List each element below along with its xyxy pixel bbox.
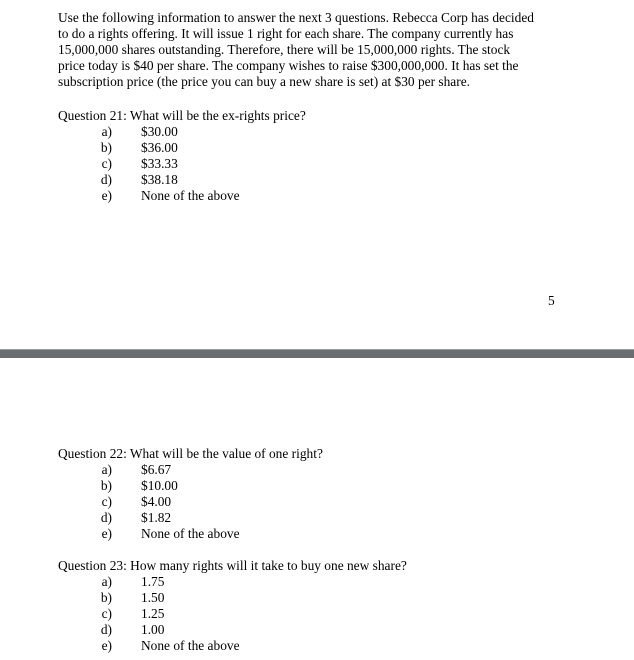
- answer-option: [58, 526, 323, 542]
- option-text: $6.67: [141, 462, 172, 477]
- option-text: $10.00: [141, 478, 178, 493]
- answer-option: [58, 478, 323, 494]
- option-text: $36.00: [141, 140, 178, 155]
- page-6: [0, 358, 634, 660]
- option-letter: b): [100, 478, 112, 493]
- question-23: [58, 558, 407, 654]
- answer-option: [58, 590, 407, 606]
- option-letter: e): [101, 638, 112, 653]
- option-letter: c): [101, 156, 112, 171]
- option-text: $38.18: [141, 172, 178, 187]
- option-letter: d): [100, 510, 112, 525]
- option-text: 1.00: [141, 622, 165, 637]
- option-letter: c): [101, 494, 112, 509]
- intro-line: to do a rights offering. It will issue 1 right for each share. The company currently has: [58, 26, 514, 41]
- question-title: Question 21: What will be the ex-rights price?: [58, 108, 306, 123]
- intro-paragraph: [58, 10, 578, 90]
- option-text: None of the above: [141, 188, 240, 203]
- option-text: $1.82: [141, 510, 172, 525]
- page-divider: [0, 349, 634, 358]
- option-letter: a): [101, 574, 112, 589]
- option-letter: e): [101, 526, 112, 541]
- intro-line: 15,000,000 shares outstanding. Therefore, there will be 15,000,000 rights. The stock: [58, 42, 511, 57]
- question-22: [58, 446, 323, 542]
- answer-option: [58, 574, 407, 590]
- answer-option: [58, 172, 306, 188]
- page-number: 5: [548, 293, 555, 308]
- option-letter: b): [100, 140, 112, 155]
- answer-option: [58, 462, 323, 478]
- option-letter: a): [101, 124, 112, 139]
- answer-option: [58, 622, 407, 638]
- question-21: [58, 108, 306, 204]
- answer-option: [58, 188, 306, 204]
- intro-line: subscription price (the price you can buy a new share is set) at $30 per share.: [58, 74, 470, 89]
- option-text: None of the above: [141, 526, 240, 541]
- answer-option: [58, 156, 306, 172]
- answer-option: [58, 494, 323, 510]
- option-letter: b): [100, 590, 112, 605]
- question-title: Question 22: What will be the value of one right?: [58, 446, 323, 461]
- answer-option: [58, 124, 306, 140]
- answer-option: [58, 510, 323, 526]
- answer-option: [58, 140, 306, 156]
- option-letter: c): [101, 606, 112, 621]
- option-text: None of the above: [141, 638, 240, 653]
- answer-option: [58, 606, 407, 622]
- option-text: 1.50: [141, 590, 165, 605]
- option-letter: d): [100, 622, 112, 637]
- option-text: $4.00: [141, 494, 172, 509]
- option-letter: a): [101, 462, 112, 477]
- option-letter: e): [101, 188, 112, 203]
- intro-line: Use the following information to answer the next 3 questions. Rebecca Corp has decided: [58, 10, 534, 25]
- option-text: 1.75: [141, 574, 165, 589]
- option-text: $33.33: [141, 156, 178, 171]
- intro-line: price today is $40 per share. The company wishes to raise $300,000,000. It has set the: [58, 58, 519, 73]
- option-text: 1.25: [141, 606, 165, 621]
- option-text: $30.00: [141, 124, 178, 139]
- question-title: Question 23: How many rights will it take to buy one new share?: [58, 558, 407, 573]
- answer-option: [58, 638, 407, 654]
- option-letter: d): [100, 172, 112, 187]
